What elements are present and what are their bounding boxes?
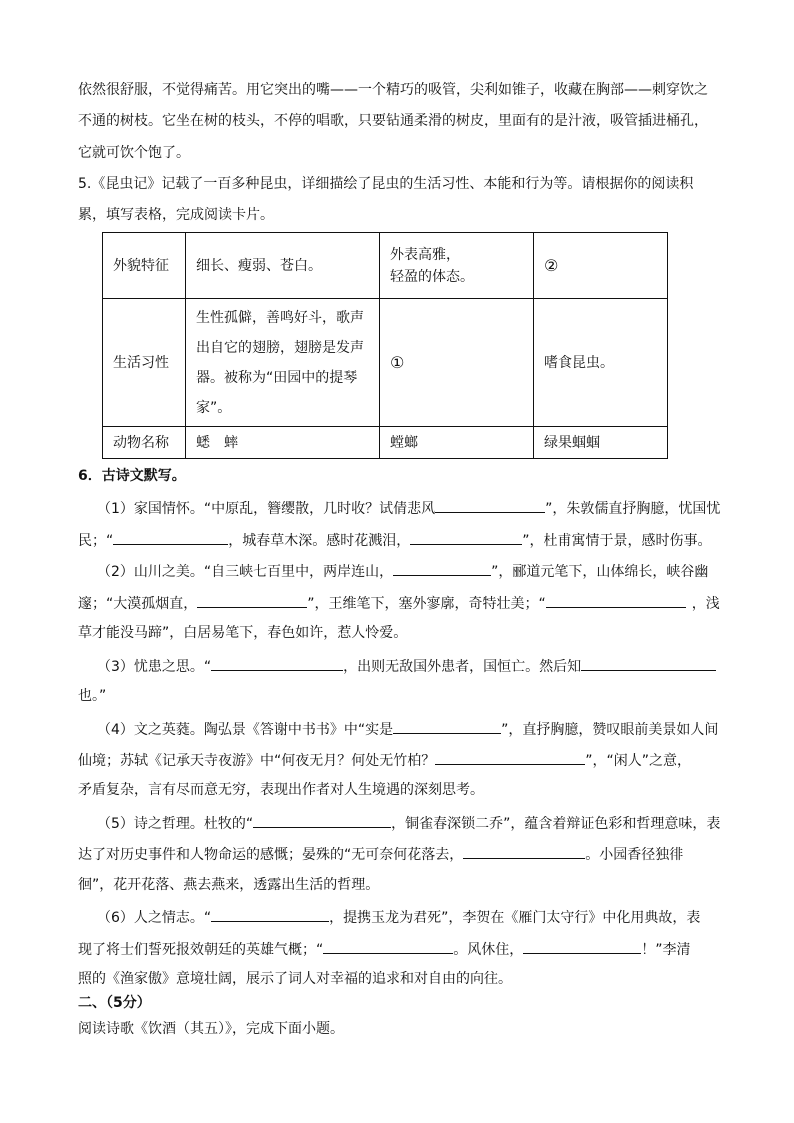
question-6-title: 6．古诗文默写。: [78, 468, 186, 484]
row-header-appearance: 外貌特征: [103, 233, 186, 299]
cell-text-line: 器。被称为“田园中的提琴: [196, 369, 358, 386]
question-5-line-1: 5.《昆虫记》记载了一百多种昆虫，详细描绘了昆虫的生活习性、本能和行为等。请根据你的阅读积: [78, 176, 694, 192]
q6-item-6-line-1: [97, 906, 700, 928]
text: 。风休住，: [453, 942, 524, 958]
row-header-name: 动物名称: [103, 427, 186, 459]
text: ，城春草木深。感时花溅泪，: [228, 533, 411, 549]
text: ，浅: [691, 596, 720, 612]
intro-line-3: 它就可饮个饱了。: [78, 145, 190, 161]
cell-text-line: 家”。: [196, 399, 232, 416]
q6-item-3-line-1: [97, 655, 716, 677]
text: ”，王维笔下，塞外寥廓，奇特壮美；“: [307, 596, 546, 612]
question-5-line-2: 累，填写表格，完成阅读卡片。: [78, 207, 274, 223]
q6-item-2-line-2: [78, 592, 720, 614]
row-header-habits: 生活习性: [103, 299, 186, 427]
text: 民；“: [78, 533, 114, 549]
answer-blank[interactable]: [197, 592, 307, 608]
q6-item-6-line-3: 照的《渔家傲》意境壮阔，展示了词人对幸福的追求和对自由的向往。: [78, 971, 512, 987]
cell-cricket-name: 蟋 蟀: [186, 427, 380, 459]
q6-item-2-line-3: 草才能没马蹄”，白居易笔下，春色如许，惹人怜爱。: [78, 625, 408, 641]
table-row: [103, 427, 668, 459]
answer-blank[interactable]: [410, 529, 522, 545]
text: ”，杜甫寓情于景，感时伤事。: [522, 533, 712, 549]
text: ，铜雀春深锁二乔”，蕴含着辩证色彩和哲理意味，表: [391, 816, 721, 832]
answer-blank[interactable]: [211, 655, 343, 671]
blank-1-cell[interactable]: ①: [380, 299, 534, 427]
q6-item-3-line-2: 也。”: [78, 688, 107, 704]
q6-item-4-line-1: [97, 718, 718, 740]
text: （2）山川之美。“自三峡七百里中，两岸连山，: [97, 564, 394, 580]
reading-card-table: [102, 232, 668, 459]
section-2-title: 二、（5分）: [78, 995, 151, 1011]
text: （6）人之情志。“: [97, 910, 212, 926]
table-row: [103, 299, 668, 427]
answer-blank[interactable]: [435, 497, 545, 513]
section-2-intro: 阅读诗歌《饮酒（其五）》，完成下面小题。: [78, 1021, 344, 1037]
answer-blank[interactable]: [463, 843, 585, 859]
text: ”，朱敦儒直抒胸臆，忧国忧: [545, 501, 721, 517]
text: （5）诗之哲理。杜牧的“: [97, 816, 254, 832]
text: （3）忧患之思。“: [97, 659, 212, 675]
cell-cricket-habits: [186, 299, 380, 427]
cell-mantis-name: 螳螂: [380, 427, 534, 459]
q6-item-5-line-2: [78, 843, 683, 865]
answer-blank[interactable]: [323, 938, 453, 954]
cell-text-line: 出自它的翅膀，翅膀是发声: [196, 339, 364, 356]
text: 邃；“大漠孤烟直，: [78, 596, 198, 612]
q6-item-4-line-2: [78, 749, 691, 771]
answer-blank[interactable]: [211, 906, 329, 922]
q6-item-6-line-2: [78, 938, 691, 960]
answer-blank[interactable]: [523, 938, 641, 954]
q6-item-4-line-3: 矛盾复杂，言有尽而意无穷，表现出作者对人生境遇的深刻思考。: [78, 782, 484, 798]
table-row: [103, 233, 668, 299]
answer-blank[interactable]: [546, 592, 686, 608]
cell-text-line: 生性孤僻，善鸣好斗，歌声: [196, 309, 364, 326]
cell-mantis-appearance: [380, 233, 534, 299]
answer-blank[interactable]: [435, 749, 585, 765]
text: ！”李清: [641, 942, 691, 958]
cell-katydid-name: 绿果蝈蝈: [534, 427, 668, 459]
cell-text-line: 外表高雅，: [390, 246, 460, 263]
q6-item-1-line-2: [78, 529, 712, 551]
blank-2-cell[interactable]: ②: [534, 233, 668, 299]
cell-text-line: 轻盈的体态。: [390, 268, 474, 285]
q6-item-5-line-3: 徊”，花开花落、燕去燕来，透露出生活的哲理。: [78, 877, 380, 893]
answer-blank[interactable]: [253, 812, 391, 828]
intro-line-1: 依然很舒服，不觉得痛苦。用它突出的嘴——一个精巧的吸管，尖利如锥子，收藏在胸部——刺穿饮之: [78, 82, 708, 98]
answer-blank[interactable]: [581, 655, 716, 671]
text: ”，直抒胸臆，赞叹眼前美景如人间: [501, 722, 719, 738]
q6-item-1-line-1: [97, 497, 720, 519]
q6-item-5-line-1: [97, 812, 720, 834]
text: （1）家国情怀。“中原乱，簪缨散，几时收？试倩悲风: [97, 501, 436, 517]
text: 。小园香径独徘: [585, 847, 684, 863]
cell-cricket-appearance: 细长、瘦弱、苍白。: [186, 233, 380, 299]
intro-line-2: 不通的树枝。它坐在树的枝头，不停的唱歌，只要钻通柔滑的树皮，里面有的是汁液，吸管插进桶孔，: [78, 113, 708, 129]
text: ，提携玉龙为君死”，李贺在《雁门太守行》中化用典故，表: [329, 910, 701, 926]
text: ”，“闲人”之意，: [585, 753, 692, 769]
text: 现了将士们誓死报效朝廷的英雄气概；“: [78, 942, 324, 958]
text: ”，郦道元笔下，山体绵长，峡谷幽: [491, 564, 709, 580]
text: 仙境；苏轼《记承天寺夜游》中“何夜无月？何处无竹柏？: [78, 753, 436, 769]
answer-blank[interactable]: [393, 718, 501, 734]
answer-blank[interactable]: [393, 560, 491, 576]
q6-item-2-line-1: [97, 560, 708, 582]
text: （4）文之英蕤。陶弘景《答谢中书书》中“实是: [97, 722, 394, 738]
text: 达了对历史事件和人物命运的感慨；晏殊的“无可奈何花落去，: [78, 847, 464, 863]
answer-blank[interactable]: [113, 529, 228, 545]
cell-katydid-habits: 嗜食昆虫。: [534, 299, 668, 427]
text: ，出则无敌国外患者，国恒亡。然后知: [343, 659, 582, 675]
